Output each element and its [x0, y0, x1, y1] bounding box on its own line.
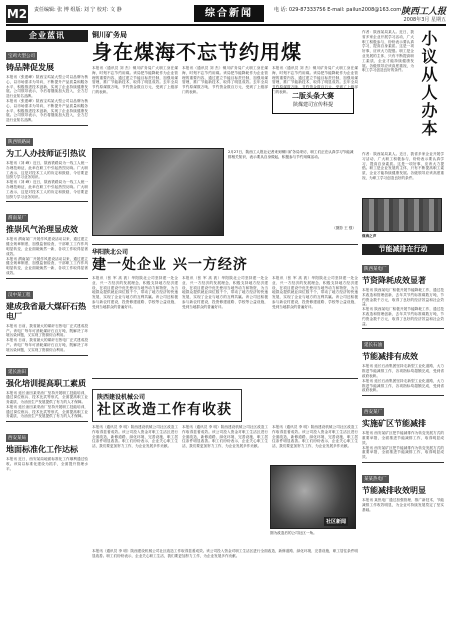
section-title: 综合新闻: [194, 5, 264, 22]
lead-text-col-3: 本报讯（通讯员 刘 杰）铜川矿务局广大职工身在煤海，时刻不忘节约用煤。该局把节能降耗作为企业管理的重要内容，通过建立节能目标责任制，加强用煤管理，推广节能新技术，取得了明显成效。去年全局节约原煤数万吨，节约资金数百万元，受到了上级部门的表彰。: [272, 66, 358, 94]
left-banner: 企业蓝讯: [6, 30, 88, 42]
left-item-title: 铸品牌促发展: [6, 63, 54, 72]
lead-headline: 身在煤海不忘节约用煤: [92, 40, 302, 64]
left-item-1: 陕西铁路局 为工人办技师证引热议 本报讯（刘 峰）近日，陕西铁路局为一线工人统一办理技师证，此举在职工中引起热烈反响。广大职工表示，这是对技术工人的肯定和鼓励，今后要更加努力学习业务知识。 本报讯（刘 峰）近日，陕西铁路局为一线工人统一办理技师证，此举在职工中引起热烈反响。广大职工表示，这是对技术工人的肯定和鼓励，今后要更加努力学习业务知识。: [6, 139, 88, 199]
bottom-story: 陕西建设机械公司 社区改造工作有收获 本报讯（通讯员 李 明）陕西建设机械公司社区改造工作取得显著成效。该公司投入资金对职工生活区进行全面改造，新修道路、绿化环境、完善设施，职工居住条件明显改善。职工们纷纷表示，企业关心职工生活，我们要更加努力工作，为企业发展多作贡献。 本报讯（通讯员 李 明）陕西建设机械公司社区改造工作取得显著成效。该公司投入资金对职工生活区进行全面改造，新修道路、绿化环境、完善设施，职工居住条件明显改善。职工们纷纷表示，企业关心职工生活，我们要更加努力工作，为企业发展多作贡献。 本报讯（通讯员 李 明）陕西建设机械公司社区改造工作取得显著成效。该公司投入资金对职工生活区进行全面改造，新修道路、绿化环境、完善设施，职工居住条件明显改善。职工们纷纷表示，企业关心职工生活，我们要更加努力工作，为企业发展多作贡献。 社区新闻 图为改造后的公司社区一角。 本报讯（通讯员 李 明）陕西建设机械公司社区改造工作取得显著成效。该公司投入资金对职工生活区进行全面改造，新修道路、绿化环境、完善设施，职工居住条件明显改善。职工们纷纷表示，企业关心职工生活，我们要更加努力工作，为企业发展多作贡献。: [92, 378, 358, 624]
far-right-item-2: 西安某厂 实施矿区节能减排 本报讯 西安某矿区把节能减排作为转变发展方式的重要举措，全面推进节能减排工作，取得明显成效。 本报讯 西安某矿区把节能减排作为转变发展方式的重要举措，全面推进节能减排工作，取得明显成效。: [362, 410, 444, 460]
left-item-0: 宝鸡大型公司 铸品牌促发展 本报讯（张建峰）陕西宝鸡某大型公司以品牌为核心，以市场需求为导向，不断提升产品质量和服务水平，积极推进技术创新，实现了企业持续健康发展。公司领导表示，今后将继续加大投入，全力打造行业知名品牌。 本报讯（张建峰）陕西宝鸡某大型公司以品牌为核心，以市场需求为导向，不断提升产品质量和服务水平，积极推进技术创新，实现了企业持续健康发展。公司领导表示，今后将继续加大投入，全力打造行业知名品牌。: [6, 54, 88, 123]
lead-text-col-1: 本报讯（通讯员 刘 杰）铜川矿务局广大职工身在煤海，时刻不忘节约用煤。该局把节能降耗作为企业管理的重要内容，通过建立节能目标责任制，加强用煤管理，推广节能新技术，取得了明显成效。去年全局节约原煤数万吨，节约资金数百万元，受到了上级部门的表彰。: [92, 66, 178, 94]
right-col-photo-caption: 煤海之声: [362, 234, 377, 238]
left-item-text: 本报讯 日前，我省最大的煤矸石热电厂正式建成投产。该电厂每年可消耗煤矸石百万吨，既解决了环境污染问题，又实现了资源综合利用。: [6, 323, 88, 338]
left-item-title: 地面标准化工作达标: [6, 445, 78, 455]
left-item-title: 建成我省最大煤矸石热电厂: [6, 301, 86, 321]
bottom-headline-box: [92, 389, 242, 422]
lead-photo-credit: （摄影 王 强）: [332, 226, 356, 230]
middle-headline: 建一处企业 兴一方经济: [92, 257, 248, 273]
lead-org: 铜川矿务局: [92, 31, 127, 39]
vertical-title: 小议从人办本: [419, 30, 438, 138]
left-item-3: 汉中某工程 建成我省最大煤矸石热电厂 本报讯 日前，我省最大的煤矸石热电厂正式建成投产。该电厂每年可消耗煤矸石百万吨，既解决了环境污染问题，又实现了资源综合利用。 本报讯 日前，我省最大的煤矸石热电厂正式建成投产。该电厂每年可消耗煤矸石百万吨，既解决了环境污染问题，又实现了资源综合利用。: [6, 292, 88, 352]
left-item-text: 本报讯 渭南某厂开展作风建设活动以来，通过建立健全规章制度，加强监督检查，干部职工工作作风明显转变，企业面貌焕然一新，各项工作取得显著成效。: [6, 237, 88, 256]
far-right-column: [362, 244, 444, 624]
left-item-4: 延长油田 强化培训提高职工素质 本报讯 延长油田某采油厂坚持开展职工技能培训，通过岗位练兵、技术比武等形式，全面提高职工业务素质，为油田生产发展提供了有力的人才保障。 本报讯 延长油田某采油厂坚持开展职工技能培训，通过岗位练兵、技术比武等形式，全面提高职工业务素质，为油田生产发展提供了有力的人才保障。: [6, 369, 88, 419]
contact-info: 电 话: 029-87333756 E-mail: pailun2008@163.com: [274, 7, 402, 13]
bottom-photo-caption: 图为改造后的公司社区一角。: [270, 531, 317, 535]
lead-promo-box: 二版头条大赛 陕煤建司宣传科提: [272, 88, 354, 114]
far-right-banner: 节能减排在行动: [362, 244, 444, 255]
left-item-text: 本报讯 延长油田某采油厂坚持开展职工技能培训，通过岗位练兵、技术比武等形式，全面提高职工业务素质，为油田生产发展提供了有力的人才保障。: [6, 390, 88, 405]
lead-text-col-2: 本报讯（通讯员 刘 杰）铜川矿务局广大职工身在煤海，时刻不忘节约用煤。该局把节能降耗作为企业管理的重要内容，通过建立节能目标责任制，加强用煤管理，推广节能新技术，取得了明显成效。去年全局节约原煤数万吨，节约资金数百万元，受到了上级部门的表彰。: [182, 66, 268, 94]
paper-name: 陕西工人报: [400, 7, 446, 17]
left-item-text: 本报讯（张建峰）陕西宝鸡某大型公司以品牌为核心，以市场需求为导向，不断提升产品质量和服务水平，积极推进技术创新，实现了企业持续健康发展。公司领导表示，今后将继续加大投入，全力打造行业知名品牌。: [6, 75, 88, 99]
lead-photo: [92, 148, 224, 236]
middle-org: 华阳陕北公司: [92, 249, 129, 256]
right-col-text: 作者：陕西某局某人。近日，我省多家企业开展学习活动，广大职工积极参与，纷纷表示要认真学习，提高自身素质。这是一项好事，应该大力提倡。职工是企业发展的主体，只有不断提高职工素质，企业才能持续健康发展。各级领导应该高度重视，为职工学习创造良好的条件。: [362, 30, 414, 73]
masthead: [6, 4, 446, 26]
page-number: M2: [6, 7, 28, 21]
right-column: 作者：陕西某局某人。近日，我省多家企业开展学习活动，广大职工积极参与，纷纷表示要认真学习，提高自身素质。这是一项好事，应该大力提倡。职工是企业发展的主体，只有不断提高职工素质，企业才能持续健康发展。各级领导应该高度重视，为职工学习创造良好的条件。 小议从人办本 作者：陕西某局某人。近日，我省多家企业开展学习活动，广大职工积极参与，纷纷表示要认真学习，提高自身素质。这是一项好事，应该大力提倡。职工是企业发展的主体，只有不断提高职工素质，企业才能持续健康发展。各级领导应该高度重视，为职工学习创造良好的条件。 煤海之声: [362, 30, 444, 238]
left-item-title: 为工人办技师证引热议: [6, 148, 86, 158]
bottom-photo-label: 社区新闻: [326, 519, 347, 525]
lead-photo-caption: 2月27日，陕西工人报社记者来到铜川矿务局采访，职工们正在认真学习节能减排相关知识，表示要从自身做起，积极参与节约用煤活动。: [228, 150, 354, 159]
left-item-title: 推崇风气治理显成效: [6, 225, 78, 235]
left-item-text: 本报讯 近日，西安某局地面标准化工作顺利通过验收。该局以标准化建设为抓手，全面提升管理水平。: [6, 457, 88, 471]
left-item-5: 西安某局 地面标准化工作达标 本报讯 近日，西安某局地面标准化工作顺利通过验收。该局以标准化建设为抓手，全面提升管理水平。: [6, 436, 88, 471]
bottom-org: 陕西建设机械公司: [97, 394, 146, 401]
far-right-item-0: 陕西某电厂 节资降耗成效显著 本报讯 陕西某电厂积极开展节能降耗工作，通过技术改造和管理创新，去年共节约标准煤数万吨，节约资金数千万元，取得了良好的经济效益和社会效益。 本报讯 陕西某电厂积极开展节能降耗工作，通过技术改造和管理创新，去年共节约标准煤数万吨，节约资金数千万元，取得了良好的经济效益和社会效益。: [362, 267, 444, 326]
left-item-title: 强化培训提高职工素质: [6, 378, 86, 388]
editor-info: 责任编辑: 张 博 组版: 刘 宁 校对: 文 静: [34, 7, 122, 13]
left-item-text: 本报讯（刘 峰）近日，陕西铁路局为一线工人统一办理技师证，此举在职工中引起热烈反响。广大职工表示，这是对技术工人的肯定和鼓励，今后要更加努力学习业务知识。: [6, 160, 88, 180]
bottom-headline: 社区改造工作有收获: [97, 402, 232, 418]
far-right-item-1: 延长石油 节能减排有成效 本报讯 延长石油集团坚持走新型工业化道路，大力推进节能减排工作，各项指标均超额完成，受到省政府表彰。 本报讯 延长石油集团坚持走新型工业化道路，大力推进节能减排工作，各项指标均超额完成，受到省政府表彰。: [362, 343, 444, 393]
middle-story: 华阳陕北公司 建一处企业 兴一方经济 本报讯（张 军 高 波）华阳陕北公司坚持建一处企业、兴一方经济的发展理念，积极支持地方经济建设，在项目建设中优先使用当地劳动力和物资，为当地群众提供就业岗位数千个，带动了地方经济的快速发展，实现了企业与地方的互利共赢。该公司还积极参与新农村建设，投资修建道路、学校等公益设施，受到当地群众的普遍好评。 本报讯（张 军 高 波）华阳陕北公司坚持建一处企业、兴一方经济的发展理念，积极支持地方经济建设，在项目建设中优先使用当地劳动力和物资，为当地群众提供就业岗位数千个，带动了地方经济的快速发展，实现了企业与地方的互利共赢。该公司还积极参与新农村建设，投资修建道路、学校等公益设施，受到当地群众的普遍好评。 本报讯（张 军 高 波）华阳陕北公司坚持建一处企业、兴一方经济的发展理念，积极支持地方经济建设，在项目建设中优先使用当地劳动力和物资，为当地群众提供就业岗位数千个，带动了地方经济的快速发展，实现了企业与地方的互利共赢。该公司还积极参与新农村建设，投资修建道路、学校等公益设施，受到当地群众的普遍好评。: [92, 244, 358, 376]
left-item-2: 渭南某厂 推崇风气治理显成效 本报讯 渭南某厂开展作风建设活动以来，通过建立健全规章制度，加强监督检查，干部职工工作作风明显转变，企业面貌焕然一新，各项工作取得显著成效。 本报讯 渭南某厂开展作风建设活动以来，通过建立健全规章制度，加强监督检查，干部职工工作作风明显转变，企业面貌焕然一新，各项工作取得显著成效。: [6, 216, 88, 275]
lead-story: [92, 30, 358, 240]
far-right-item-3: 某某热电厂 节能减排收效明显 本报讯 某热电厂通过加强管理、推广新技术，节能减排工作收效明显，为企业可持续发展奠定了坚实基础。: [362, 476, 444, 512]
right-col-photo: [362, 198, 442, 232]
left-column: [6, 30, 88, 624]
issue-date: 2008年3月 星期五: [403, 17, 446, 23]
